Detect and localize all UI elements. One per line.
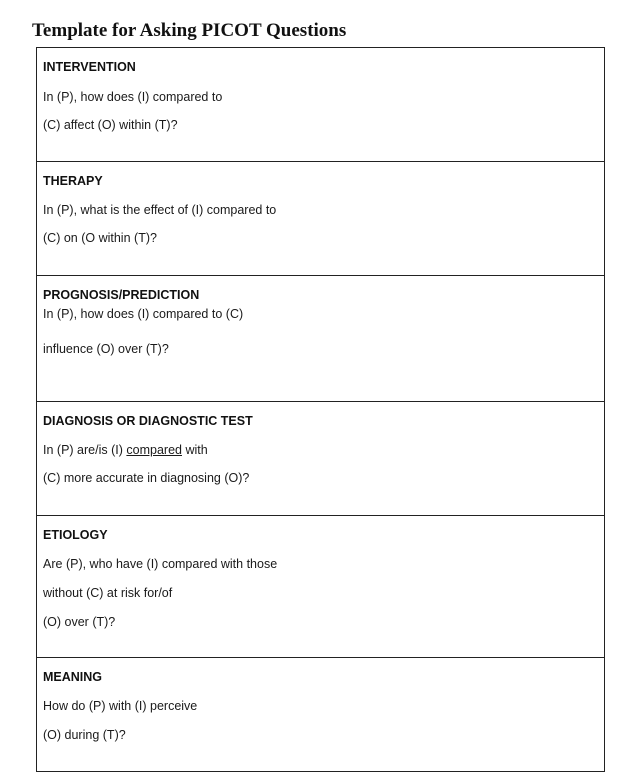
line-text: (I) compared to	[137, 90, 223, 104]
line-text: (I) compared with those	[146, 557, 278, 571]
line-text: risk for/of	[120, 586, 173, 600]
line-text: (C) on	[43, 231, 78, 245]
line-text: In	[43, 203, 54, 217]
line-text: In	[43, 443, 54, 457]
line-text: (O)?	[224, 471, 250, 485]
section-heading: INTERVENTION	[43, 60, 136, 74]
line-text: (P), who have	[65, 557, 144, 571]
section-heading: PROGNOSIS/PREDICTION	[43, 288, 200, 302]
line-text: (I) perceive	[134, 699, 198, 713]
line-text: (P), how does	[56, 90, 135, 104]
template-line	[43, 231, 157, 245]
line-text: compared	[126, 443, 182, 457]
template-line	[43, 728, 126, 742]
line-text: (I)	[111, 443, 123, 457]
line-text: (I) compared to	[137, 307, 223, 321]
line-text: In	[43, 307, 54, 321]
line-text: (T)?	[134, 231, 157, 245]
template-line	[43, 615, 115, 629]
section-heading: MEANING	[43, 670, 103, 684]
template-line	[43, 443, 208, 457]
line-text: (O) during	[43, 728, 100, 742]
line-text: (O) within	[97, 118, 152, 132]
line-text: Are	[43, 557, 63, 571]
template-line	[43, 699, 197, 713]
section-prognosis	[37, 276, 604, 402]
line-text: (P) are/is	[56, 443, 108, 457]
line-text: (C) at	[86, 586, 118, 600]
page-title: Template for Asking PICOT Questions	[32, 20, 347, 41]
line-text: (T)?	[92, 615, 116, 629]
section-intervention	[37, 48, 604, 162]
section-heading: THERAPY	[43, 174, 103, 188]
template-line	[43, 471, 249, 485]
template-line	[43, 342, 169, 356]
line-text: (I) compared to	[191, 203, 277, 217]
line-text: In	[43, 90, 54, 104]
template-line	[43, 307, 243, 321]
section-therapy	[37, 162, 604, 276]
line-text: (O) over	[43, 615, 89, 629]
section-diagnosis	[37, 402, 604, 516]
section-heading: ETIOLOGY	[43, 528, 108, 542]
line-text: (C)	[225, 307, 244, 321]
section-meaning	[37, 658, 604, 771]
line-text: (C) more accurate in diagnosing	[43, 471, 221, 485]
line-text: with	[185, 443, 208, 457]
template-line	[43, 586, 172, 600]
picot-template-table	[36, 47, 605, 772]
template-line	[43, 90, 222, 104]
template-line	[43, 203, 276, 217]
line-text: (C) affect	[43, 118, 95, 132]
line-text: influence	[43, 342, 94, 356]
line-text: (P), how does	[56, 307, 135, 321]
template-line	[43, 557, 277, 571]
line-text: (T)?	[145, 342, 169, 356]
line-text: (P), what is the effect of	[56, 203, 189, 217]
section-etiology	[37, 516, 604, 658]
line-text: (T)?	[154, 118, 178, 132]
line-text: (O within	[81, 231, 131, 245]
line-text: (P) with	[88, 699, 132, 713]
section-heading: DIAGNOSIS OR DIAGNOSTIC TEST	[43, 414, 253, 428]
line-text: How do	[43, 699, 86, 713]
line-text: (T)?	[102, 728, 126, 742]
template-line	[43, 118, 178, 132]
line-text: without	[43, 586, 83, 600]
line-text: (O) over	[96, 342, 143, 356]
